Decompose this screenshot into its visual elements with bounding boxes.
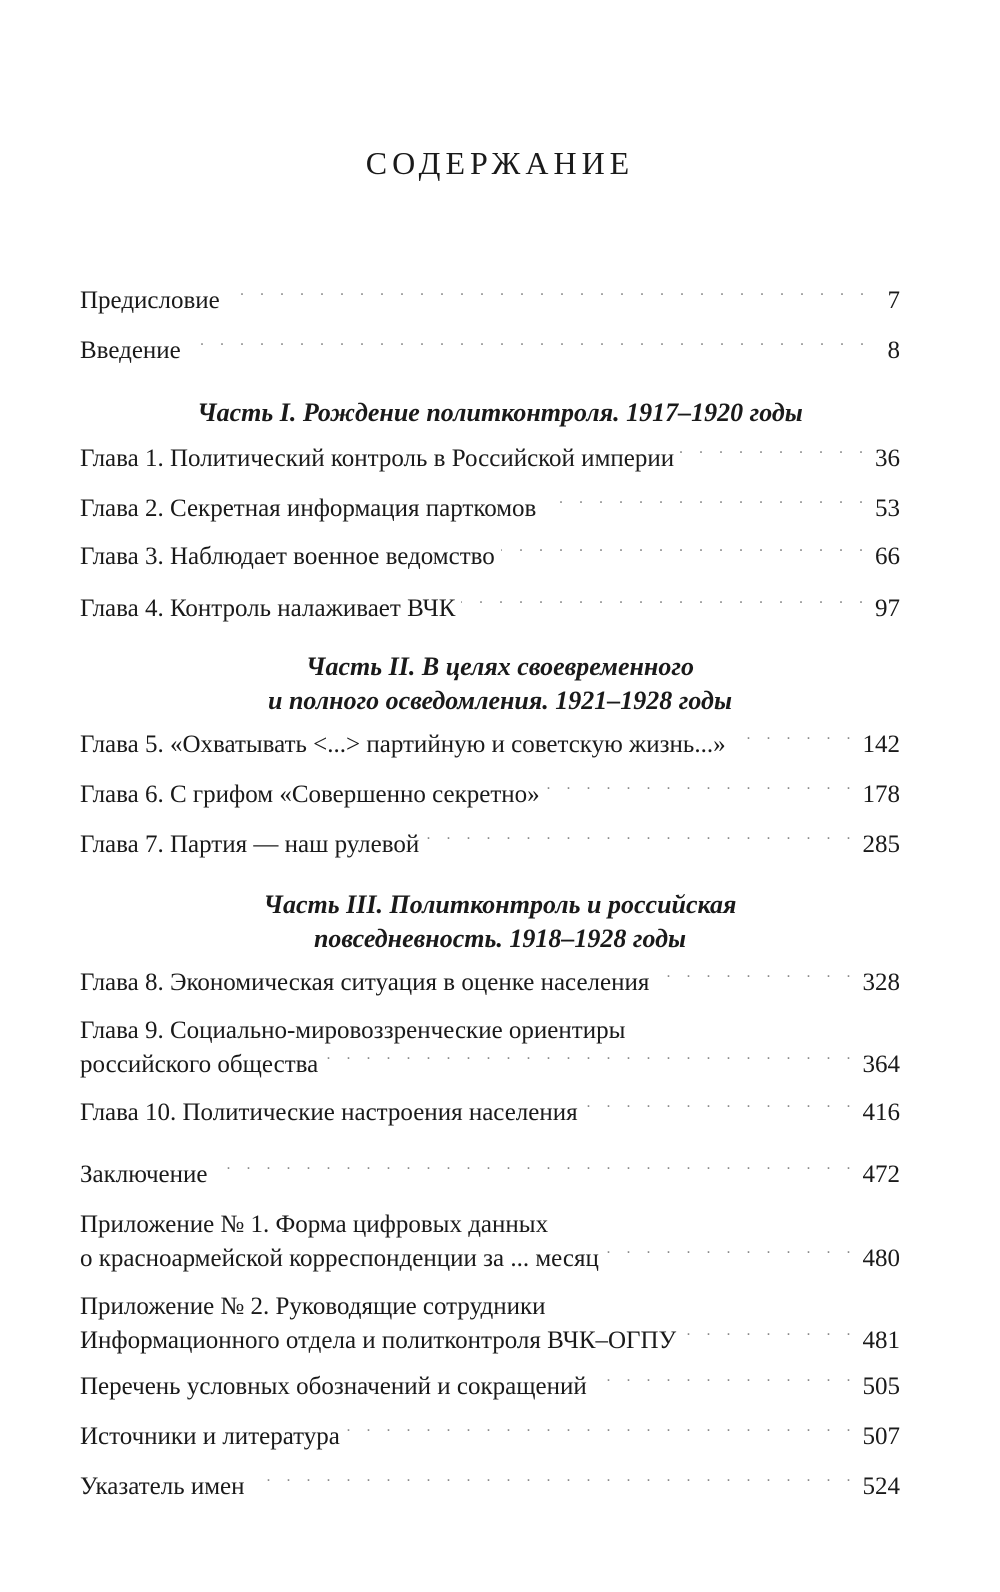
page-number: 505 xyxy=(862,1373,900,1400)
dot-leader xyxy=(251,1472,857,1494)
dot-leader xyxy=(680,444,869,466)
toc-entry-conclusion[interactable] xyxy=(80,1158,900,1192)
page-number: 53 xyxy=(875,495,900,522)
page-number: 507 xyxy=(862,1423,900,1450)
entry-title: Глава 1. Политический контроль в Российской империи xyxy=(80,445,675,472)
toc-entry-sources[interactable] xyxy=(80,1420,900,1454)
entry-title: Глава 4. Контроль налаживает ВЧК xyxy=(80,595,456,622)
entry-title-line: Информационного отдела и политконтроля ВЧК–ОГПУ xyxy=(80,1327,677,1354)
entry-title: Введение xyxy=(80,337,181,364)
dot-leader xyxy=(324,1050,856,1072)
page-number: 328 xyxy=(862,969,900,996)
part-heading-line: повседневность. 1918–1928 годы xyxy=(313,924,687,953)
dot-leader xyxy=(501,542,869,564)
dot-leader xyxy=(461,594,869,616)
toc-entry-chapter-10[interactable] xyxy=(80,1096,900,1130)
toc-entry-chapter-3[interactable] xyxy=(80,540,900,574)
entry-title: Глава 10. Политические настроения населения xyxy=(80,1099,578,1126)
toc-entry-preface[interactable] xyxy=(80,284,900,318)
page-number: 481 xyxy=(862,1327,900,1354)
entry-title: Глава 2. Секретная информация парткомов xyxy=(80,495,537,522)
page-number: 36 xyxy=(875,445,900,472)
toc-entry-name-index[interactable] xyxy=(80,1470,900,1504)
page-number: 524 xyxy=(862,1473,900,1500)
toc-entry-chapter-4[interactable] xyxy=(80,592,900,626)
dot-leader xyxy=(546,780,857,802)
entry-title: Глава 6. С грифом «Совершенно секретно» xyxy=(80,781,540,808)
dot-leader xyxy=(346,1422,857,1444)
part-heading-line: и полного осведомления. 1921–1928 годы xyxy=(268,686,732,715)
toc-entry-introduction[interactable] xyxy=(80,334,900,368)
dot-leader xyxy=(187,336,870,358)
dot-leader xyxy=(655,968,856,990)
entry-title-line: Приложение № 1. Форма цифровых данных xyxy=(80,1211,549,1238)
page-number: 8 xyxy=(887,337,900,364)
toc-entry-chapter-8[interactable] xyxy=(80,966,900,1000)
entry-title: Перечень условных обозначений и сокращений xyxy=(80,1373,587,1400)
page-number: 480 xyxy=(862,1245,900,1272)
dot-leader xyxy=(542,494,869,516)
page-number: 472 xyxy=(862,1161,900,1188)
toc-entry-chapter-9[interactable] xyxy=(80,1014,900,1082)
toc-entry-chapter-7[interactable] xyxy=(80,828,900,862)
toc-entry-abbreviations[interactable] xyxy=(80,1370,900,1404)
page-number: 285 xyxy=(862,831,900,858)
dot-leader xyxy=(584,1098,857,1120)
toc-entry-chapter-1[interactable] xyxy=(80,442,900,476)
part-heading-line: Часть III. Политконтроль и российская xyxy=(263,890,737,919)
part-heading-line: Часть II. В целях своевременного xyxy=(306,652,694,681)
entry-title: Указатель имен xyxy=(80,1473,245,1500)
page-number: 416 xyxy=(862,1099,900,1126)
dot-leader xyxy=(425,830,856,852)
toc-entry-chapter-5[interactable] xyxy=(80,728,900,762)
entry-title-line: Глава 9. Социально-мировоззренческие ориентиры xyxy=(80,1017,626,1044)
entry-title: Глава 3. Наблюдает военное ведомство xyxy=(80,543,495,570)
entry-title-line: российского общества xyxy=(80,1051,319,1078)
dot-leader xyxy=(593,1372,857,1394)
part-heading-1 xyxy=(0,396,1000,430)
entry-title: Глава 8. Экономическая ситуация в оценке населения xyxy=(80,969,650,996)
page-number: 66 xyxy=(875,543,900,570)
page-title: СОДЕРЖАНИЕ xyxy=(365,145,635,181)
page-number: 364 xyxy=(862,1051,900,1078)
entry-title-line: Приложение № 2. Руководящие сотрудники xyxy=(80,1293,546,1320)
page-number: 142 xyxy=(862,731,900,758)
toc-entry-chapter-2[interactable] xyxy=(80,492,900,526)
part-heading-2 xyxy=(0,650,1000,718)
entry-title: Заключение xyxy=(80,1161,208,1188)
entry-title: Глава 5. «Охватывать <...> партийную и советскую жизнь...» xyxy=(80,731,726,758)
entry-title: Глава 7. Партия — наш рулевой xyxy=(80,831,420,858)
entry-title: Предисловие xyxy=(80,287,220,314)
dot-leader xyxy=(732,730,857,752)
entry-title: Источники и литература xyxy=(80,1423,340,1450)
dot-leader xyxy=(605,1244,857,1266)
entry-title-line: о красноармейской корреспонденции за ... месяц xyxy=(80,1245,599,1272)
toc-entry-appendix-2[interactable] xyxy=(80,1290,900,1358)
page-number: 97 xyxy=(875,595,900,622)
dot-leader xyxy=(226,286,870,308)
toc-entry-chapter-6[interactable] xyxy=(80,778,900,812)
part-heading-line: Часть I. Рождение политконтроля. 1917–1920 годы xyxy=(197,398,803,427)
page-number: 178 xyxy=(862,781,900,808)
toc-entry-appendix-1[interactable] xyxy=(80,1208,900,1276)
dot-leader xyxy=(682,1326,856,1348)
dot-leader xyxy=(214,1160,857,1182)
page-number: 7 xyxy=(887,287,900,314)
part-heading-3 xyxy=(0,888,1000,956)
